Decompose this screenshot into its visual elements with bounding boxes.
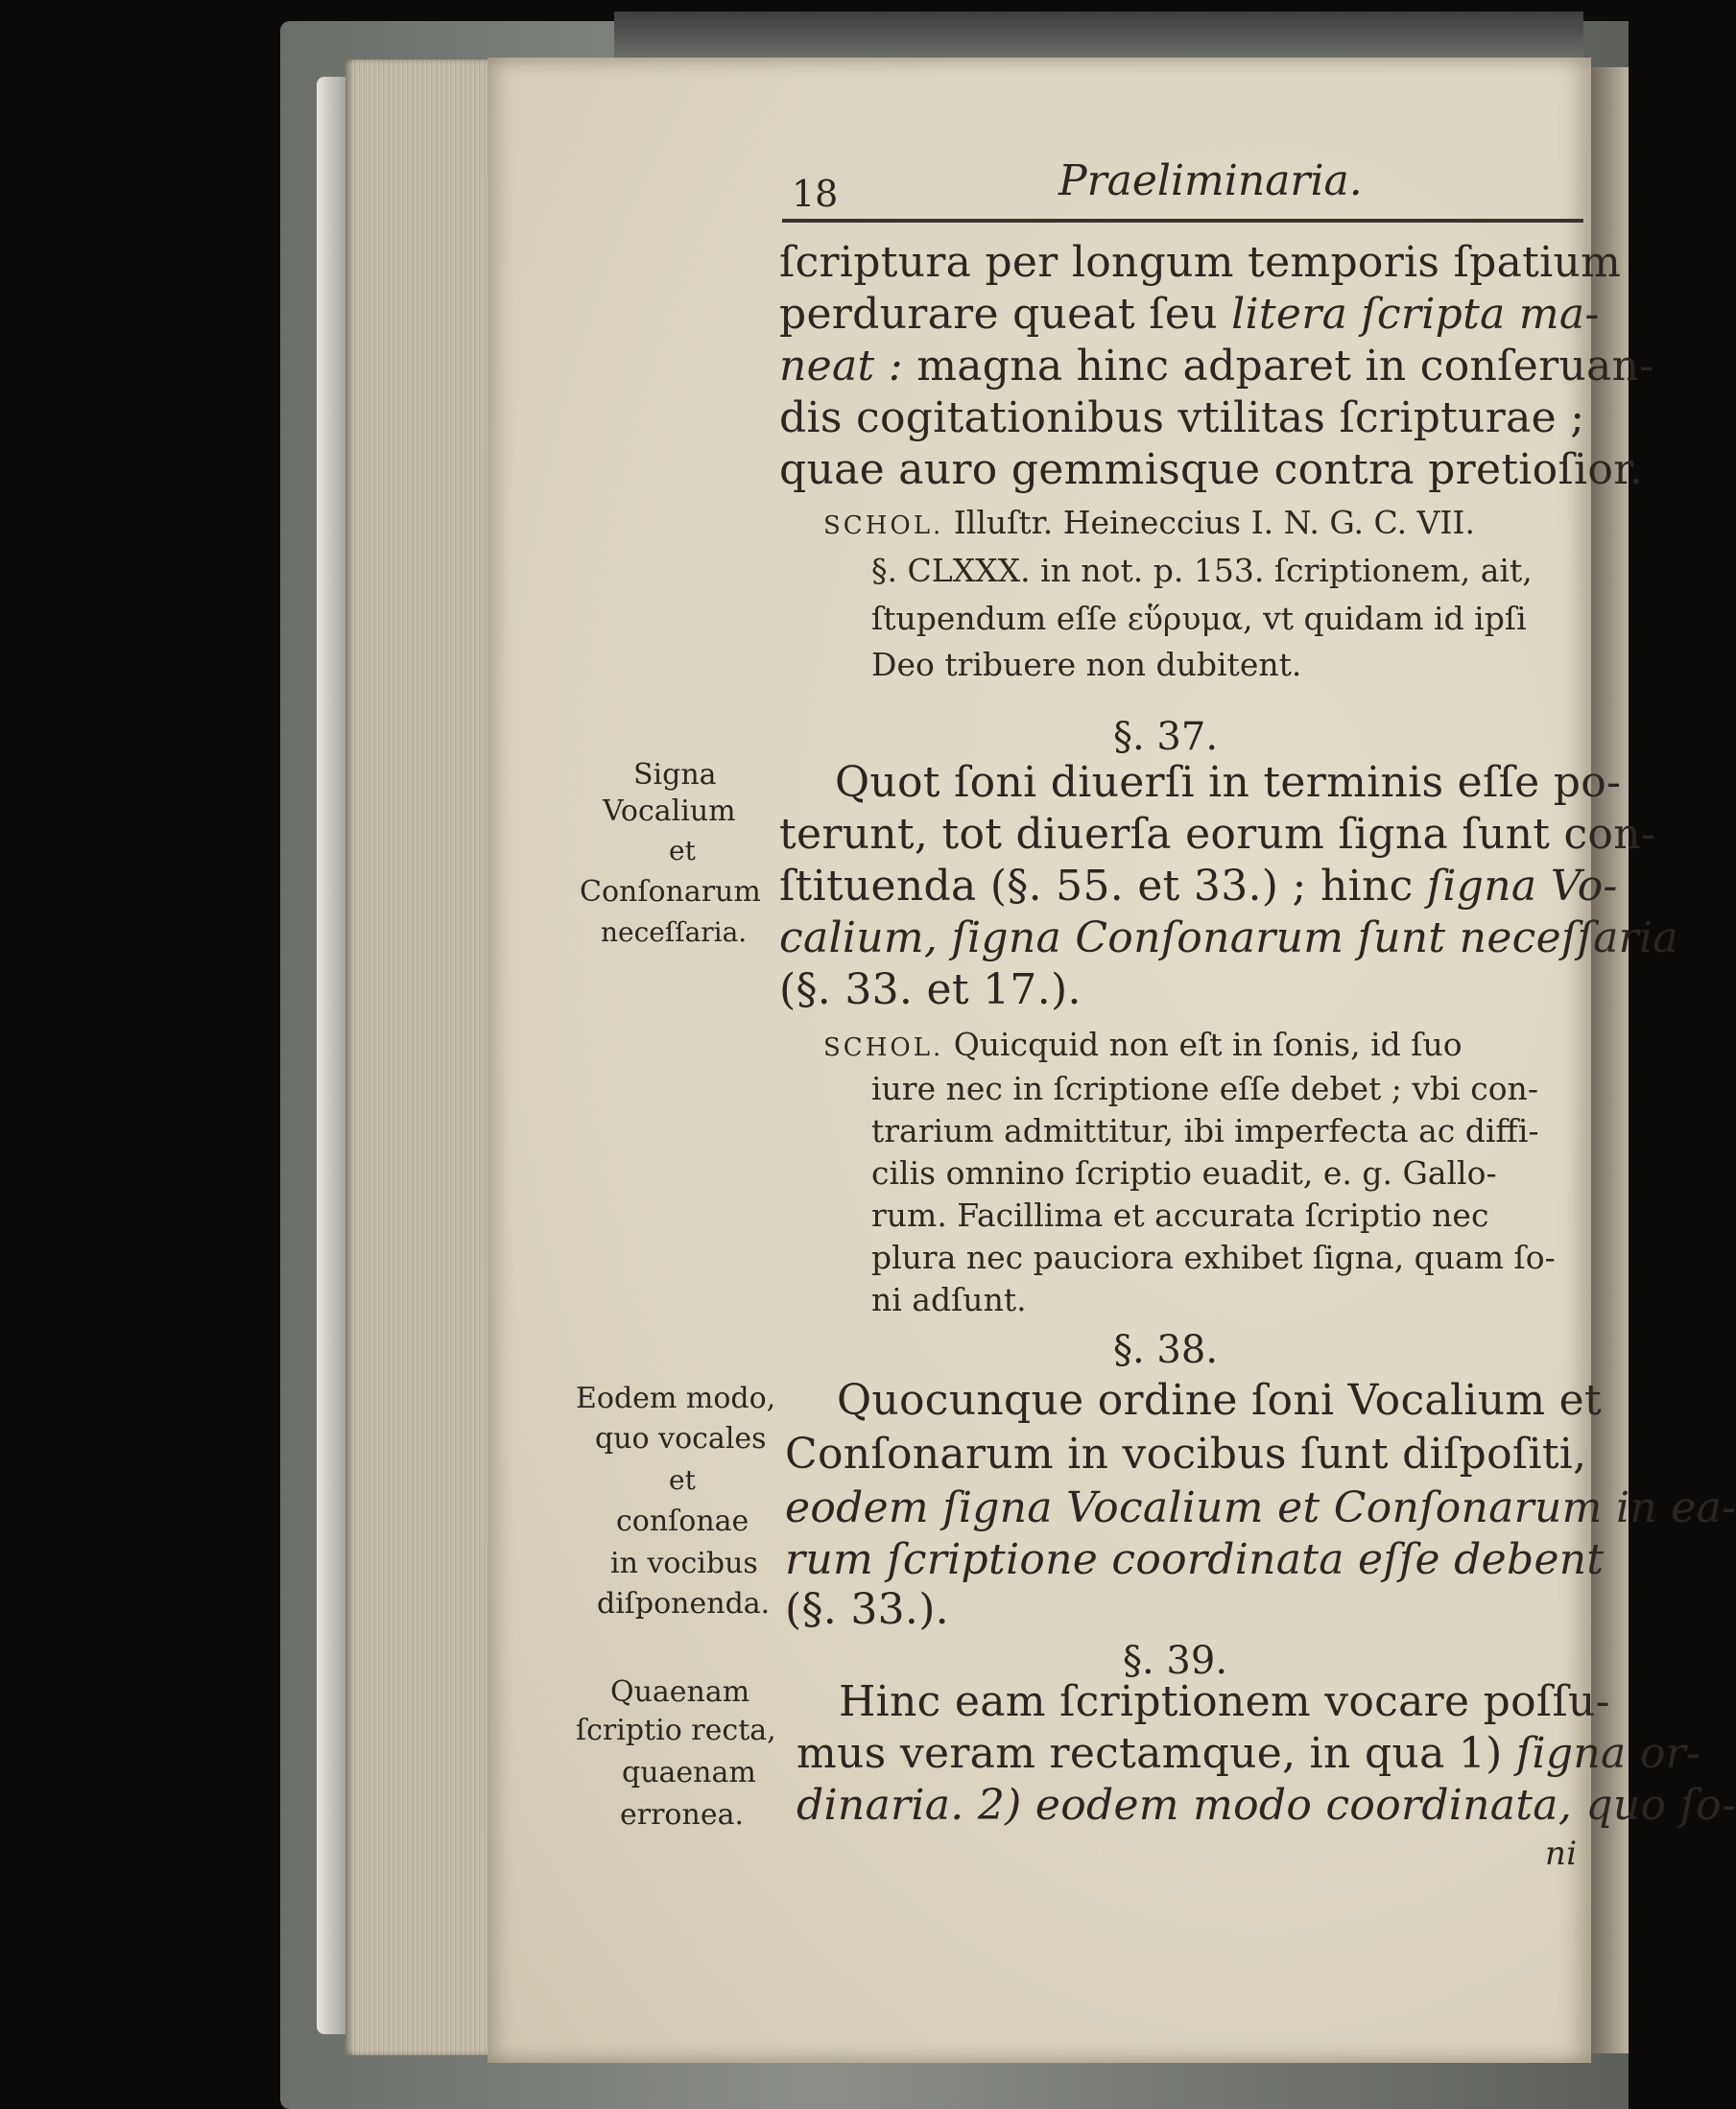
text-line: dis cogitationibus vtilitas ſcripturae ; <box>779 393 1585 442</box>
cover-top-edge <box>614 12 1583 58</box>
text-line: mus veram rectamque, in qua 1) ſigna or- <box>797 1729 1701 1778</box>
margin-note: neceſſaria. <box>601 916 748 948</box>
scholion-line: iure nec in ſcriptione eſſe debet ; vbi con- <box>871 1070 1538 1107</box>
text-line: eodem ſigna Vocalium et Conſonarum in ea- <box>785 1483 1736 1532</box>
margin-note: conſonae <box>616 1505 749 1538</box>
margin-note: quo vocales <box>595 1422 767 1456</box>
scholion-line: ni adſunt. <box>871 1281 1027 1318</box>
text-line: Conſonarum in vocibus ſunt diſpoſiti, <box>785 1430 1587 1479</box>
scholion-line: trarium admittitur, ibi imperfecta ac diffi- <box>871 1112 1539 1149</box>
text-line: quae auro gemmisque contra pretioſior. <box>779 445 1643 494</box>
scholion-line: SCHOL. Quicquid non eſt in ſonis, id ſuo <box>823 1026 1463 1063</box>
margin-note: Quaenam <box>610 1675 750 1709</box>
header-rule <box>782 219 1583 223</box>
margin-note: Signa <box>633 758 717 792</box>
text-line: ſcriptura per longum temporis ſpatium <box>779 238 1622 287</box>
text-line: perdurare queat ſeu litera ſcripta ma- <box>779 290 1600 339</box>
margin-note: Conſonarum <box>580 875 761 909</box>
page-number: 18 <box>792 173 839 215</box>
margin-note: et <box>669 835 696 866</box>
scholion-line: Deo tribuere non dubitent. <box>871 646 1302 683</box>
text-line: Quot ſoni diuerſi in terminis eſſe po- <box>835 758 1622 807</box>
text-line: (§. 33. et 17.). <box>779 965 1082 1014</box>
scholion-line: plura nec pauciora exhibet ſigna, quam ſo- <box>871 1239 1556 1276</box>
text-line: rum ſcriptione coordinata eſſe debent <box>785 1535 1605 1584</box>
margin-note: ſcriptio recta, <box>576 1714 776 1747</box>
text-line: (§. 33.). <box>785 1585 949 1634</box>
margin-note: in vocibus <box>610 1547 758 1580</box>
section-heading: §. 38. <box>1113 1328 1219 1372</box>
text-line: terunt, tot diuerſa eorum ſigna ſunt con- <box>779 810 1656 859</box>
section-heading: §. 37. <box>1113 715 1219 759</box>
scholion-line: rum. Facillima et accurata ſcriptio nec <box>871 1197 1489 1234</box>
catchword: ni <box>1545 1835 1578 1873</box>
scholion-line: cilis omnino ſcriptio euadit, e. g. Gallo- <box>871 1154 1497 1192</box>
scholion-line: ſtupendum eſſe εὕρυμα, vt quidam id ipſi <box>871 600 1527 637</box>
scholion-line: §. CLXXX. in not. p. 153. ſcriptionem, ait, <box>871 552 1533 589</box>
margin-note: Eodem modo, <box>576 1382 776 1415</box>
running-title: Praeliminaria. <box>1058 156 1363 205</box>
margin-note: Vocalium <box>603 794 736 828</box>
page-edges <box>345 59 489 2055</box>
text-line: Hinc eam ſcriptionem vocare poſſu- <box>839 1677 1610 1726</box>
text-line: Quocunque ordine ſoni Vocalium et <box>837 1376 1602 1425</box>
margin-note: erronea. <box>620 1798 744 1832</box>
margin-note: quaenam <box>622 1756 756 1789</box>
margin-note: diſponenda. <box>597 1587 771 1621</box>
margin-note: et <box>669 1464 696 1496</box>
section-heading: §. 39. <box>1123 1639 1228 1683</box>
text-line: neat : magna hinc adparet in conſeruan- <box>779 342 1654 391</box>
text-line: dinaria. 2) eodem modo coordinata, quo ſo- <box>797 1781 1736 1830</box>
text-line: calium, ſigna Conſonarum ſunt neceſſaria <box>779 913 1678 962</box>
page-block-edge <box>317 77 347 2034</box>
text-line: ſtituenda (§. 55. et 33.) ; hinc ſigna Vo- <box>779 862 1618 911</box>
scholion-line: SCHOL. Illuſtr. Heineccius I. N. G. C. VII. <box>823 504 1475 541</box>
